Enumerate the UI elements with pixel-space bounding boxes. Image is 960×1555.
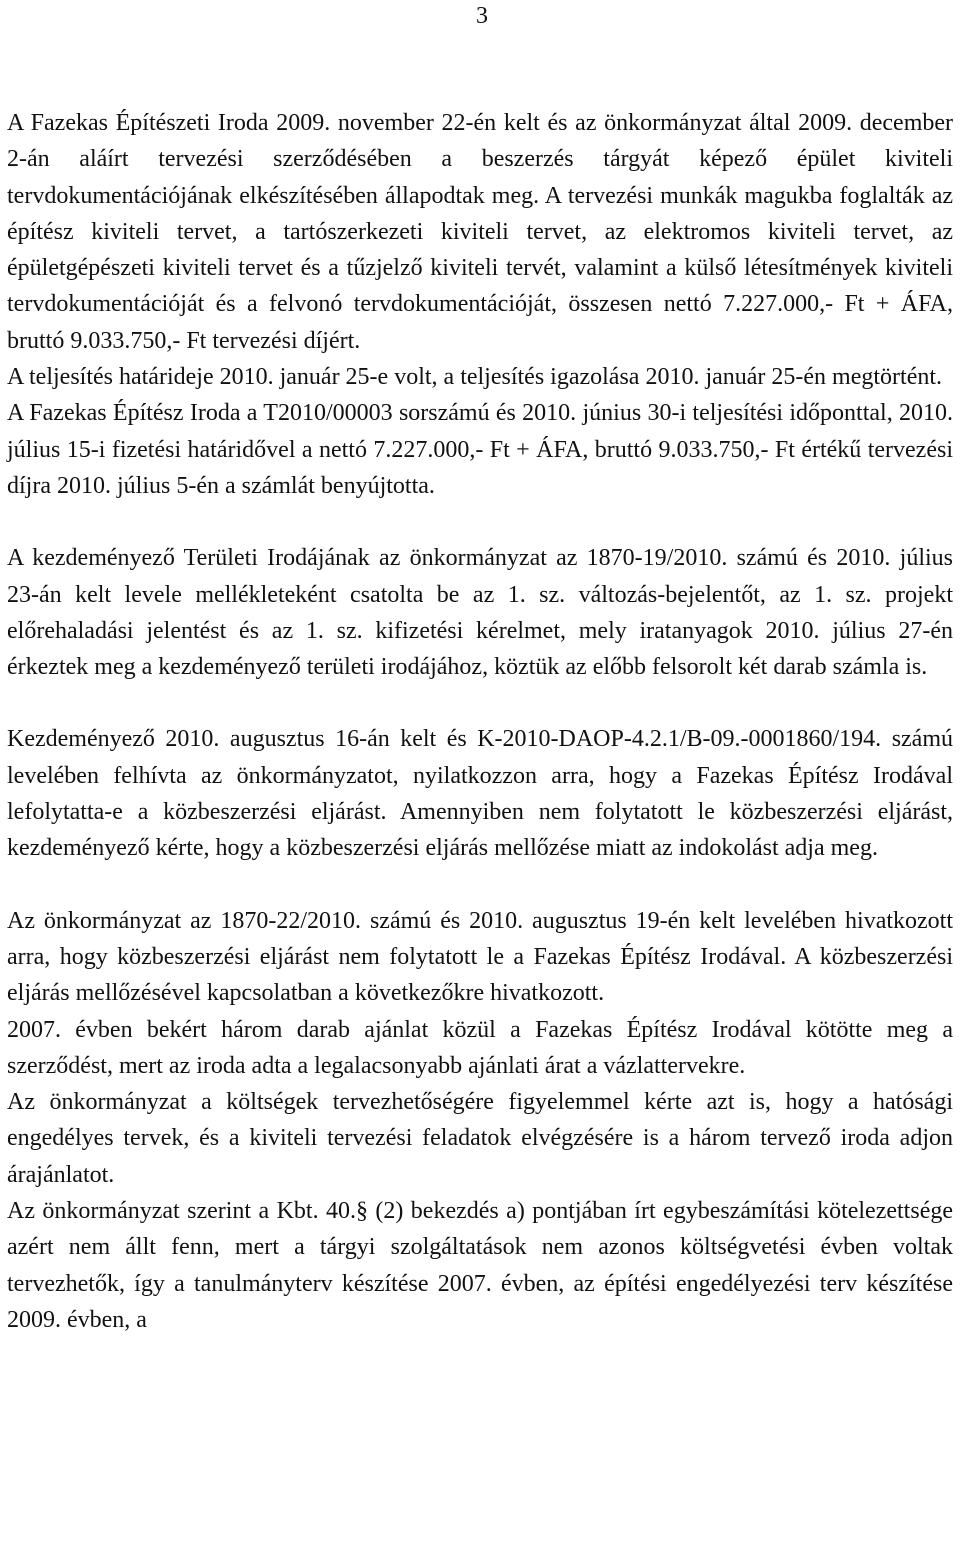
paragraph-deadline: A teljesítés határideje 2010. január 25-e volt, a teljesítés igazolása 2010. január 25-én megtörtént. [7,364,943,391]
paragraph-municipality-reply: Az önkormányzat az 1870-22/2010. számú és 2010. augusztus 19-én kelt levelében hivatkozott arra, hogy közbeszerzési eljárást nem folytatott le a Fazekas Építész Irodával. A közbeszerzési eljárás mellőzésével kapcsolatban a következőkre hivatkozott. [7,907,953,1007]
page-number: 3 [476,3,488,29]
paragraph-kbt: Az önkormányzat szerint a Kbt. 40.§ (2) bekezdés a) pontjában írt egybeszámítási kötelezettsége azért nem állt fenn, mert a tárgyi szolgáltatások nem azonos költségvetési évben voltak tervezhetők, így a tanulmányterv készítése 2007. évben, az építési engedélyezési terv készítése 2009. évben, a [7,1198,953,1333]
paragraph-contract: A Fazekas Építészeti Iroda 2009. november 22-én kelt és az önkormányzat által 2009. december 2-án aláírt tervezési szerződésében a beszerzés tárgyát képező épület kiviteli tervdokumentációjának elkészítésében állapodtak meg. A tervezési munkák magukba foglalták az építész kiviteli tervet, a tartószerkezeti kiviteli tervet, az elektromos kiviteli tervet, az épületgépészeti kiviteli tervet és a tűzjelző kiviteli tervét, valamint a külső létesítmények kiviteli tervdokumentációját és a felvonó tervdokumentációját, összesen nettó 7.227.000,- Ft + ÁFA, bruttó 9.033.750,- Ft tervezési díjért. [7,110,953,354]
document-body [7,105,953,1338]
paragraph-offers-2007: 2007. évben bekért három darab ajánlat közül a Fazekas Építész Irodával kötötte meg a szerződést, mert az iroda adta a legalacsonyabb ajánlati árat a vázlattervekre. [7,1016,953,1079]
paragraph-cost-planning: Az önkormányzat a költségek tervezhetőségére figyelemmel kérte azt is, hogy a hatósági engedélyes tervek, és a kiviteli tervezési feladatok elvégzésére is a három tervező iroda adjon árajánlatot. [7,1089,953,1188]
paragraph-invoice: A Fazekas Építész Iroda a T2010/00003 sorszámú és 2010. június 30-i teljesítési időponttal, 2010. július 15-i fizetési határidővel a nettó 7.227.000,- Ft + ÁFA, bruttó 9.033.750,- Ft értékű tervezési díjra 2010. július 5-én a számlát benyújtotta. [7,400,953,499]
paragraph-initiator-letter: Kezdeményező 2010. augusztus 16-án kelt és K-2010-DAOP-4.2.1/B-09.-0001860/194. számú levelében felhívta az önkormányzatot, nyilatkozzon arra, hogy a Fazekas Építész Irodával lefolytatta-e a közbeszerzési eljárást. Amennyiben nem folytatott le közbeszerzési eljárást, kezdeményező kérte, hogy a közbeszerzési eljárás mellőzése miatt az indokolást adja meg. [7,726,953,862]
paragraph-regional-office: A kezdeményező Területi Irodájának az önkormányzat az 1870-19/2010. számú és 2010. július 23-án kelt levele mellékleteként csatolta be az 1. sz. változás-bejelentőt, az 1. sz. projekt előrehaladási jelentést és az 1. sz. kifizetési kérelmet, mely iratanyagok 2010. július 27-én érkeztek meg a kezdeményező területi irodájához, köztük az előbb felsorolt két darab számla is. [7,545,953,681]
